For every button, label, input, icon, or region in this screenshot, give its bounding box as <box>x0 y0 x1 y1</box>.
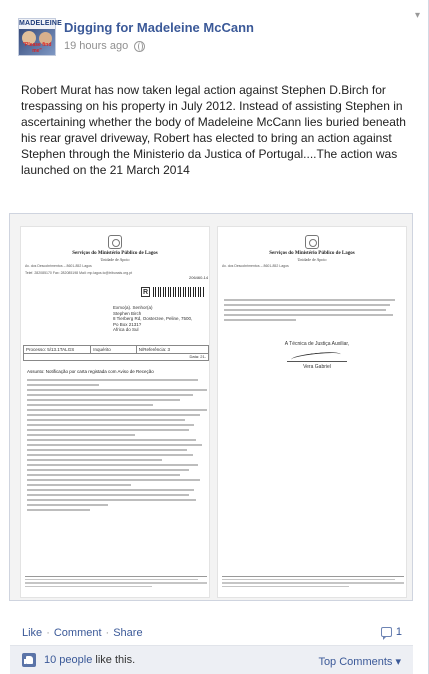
doc-phone: Telef. 282085170 Fax: 282085198 Mail: mp.lagos.tc@tribunais.org.pt <box>25 270 133 275</box>
time-row <box>64 40 254 52</box>
likes-bar <box>10 645 413 674</box>
post-timestamp[interactable]: 19 hours ago <box>64 40 129 52</box>
process-number: Processo: 5/13.1TALGS <box>24 346 91 353</box>
recipient-line: Po Box 2131? <box>113 321 142 327</box>
comment-count[interactable] <box>381 626 402 638</box>
comment-count-value: 1 <box>395 626 402 638</box>
comment-bubble-icon <box>381 627 392 637</box>
likes-suffix: like this. <box>92 654 136 666</box>
doc-body-text <box>27 379 207 514</box>
coat-of-arms-icon <box>108 235 122 249</box>
doc-ref: 206460-14 <box>189 275 209 280</box>
share-link[interactable]: Share <box>113 627 143 639</box>
process-date: Data: 21- <box>23 354 209 361</box>
recipient-line: Exmo(a). Senhor(a) <box>113 305 153 310</box>
recipient-address <box>113 305 203 333</box>
post-text: Robert Murat has now taken legal action against Stephen D.Birch for trespassing on his property in July 2012. Instead of assisting Stephen in ascertaining whether the body of Madeleine McCann lies buried beneath his rear gravel driveway, Robert has elected to bring an action against Stephen through the Ministerio da Justica of Portugal....The action was launched on the 21 March 2014 <box>21 83 406 177</box>
doc-unit: Unidade de Apoio <box>100 257 130 262</box>
top-comments-dropdown[interactable]: Top Comments ▾ <box>318 656 401 668</box>
doc-footer <box>25 576 207 590</box>
like-link[interactable]: Like <box>22 627 43 639</box>
barcode-icon <box>153 287 205 297</box>
doc-header: Serviços do Ministério Público de Lagos <box>269 251 355 256</box>
page-avatar[interactable] <box>18 18 63 56</box>
comment-link[interactable]: Comment <box>53 627 102 639</box>
post-actions <box>22 627 143 639</box>
signature-scrawl <box>287 350 347 362</box>
post-header <box>18 18 254 56</box>
signatory-name: Vera Gabriel <box>303 364 331 370</box>
thumbs-up-icon <box>22 653 36 667</box>
registered-r-icon: R <box>142 289 149 296</box>
page-name-link[interactable]: Digging for Madeleine McCann <box>64 20 254 35</box>
globe-icon[interactable] <box>134 41 145 52</box>
recipient-line: 8 Tierberg Rd, Oosterzee, Peline, 7500, <box>113 316 193 321</box>
doc-unit: Unidade de Apoio <box>297 257 327 262</box>
signatory-title: A Técnica de Justiça Auxiliar, <box>284 341 350 347</box>
registered-mail-barcode <box>141 283 207 297</box>
doc-header: Serviços do Ministério Público de Lagos <box>72 251 158 256</box>
post-meta <box>64 18 254 56</box>
separator: · <box>105 627 110 639</box>
doc-address: Av. dos Descobrimentos – 8601-852 Lagos <box>222 264 289 268</box>
likes-summary <box>44 654 135 666</box>
avatar-caption-top: MADELEINE <box>19 20 63 27</box>
doc-subject: Assunto: Notificação por carta registada com Aviso de Receção <box>27 369 154 374</box>
separator: · <box>46 627 50 639</box>
process-ref: N/Referência: 3 <box>138 347 171 352</box>
recipient-line: Stephen Birch <box>113 310 142 316</box>
doc-address: Av. dos Descobrimentos – 8601-852 Lagos <box>25 264 92 268</box>
post-options-chevron-icon[interactable]: ▾ <box>414 10 420 21</box>
doc-footer <box>222 576 404 590</box>
signature-block <box>242 341 392 370</box>
avatar-caption-bottom: "Please find me" <box>22 42 52 54</box>
doc-body-text <box>224 299 404 324</box>
document-page-1 <box>20 226 210 598</box>
process-table <box>23 345 209 354</box>
likes-count-link[interactable]: 10 people <box>44 654 93 666</box>
process-type: Inquérito <box>91 346 137 353</box>
document-page-2 <box>217 226 407 598</box>
coat-of-arms-icon <box>305 235 319 249</box>
post-photo[interactable] <box>9 213 413 601</box>
recipient-line: Africa do Sul <box>113 327 139 332</box>
